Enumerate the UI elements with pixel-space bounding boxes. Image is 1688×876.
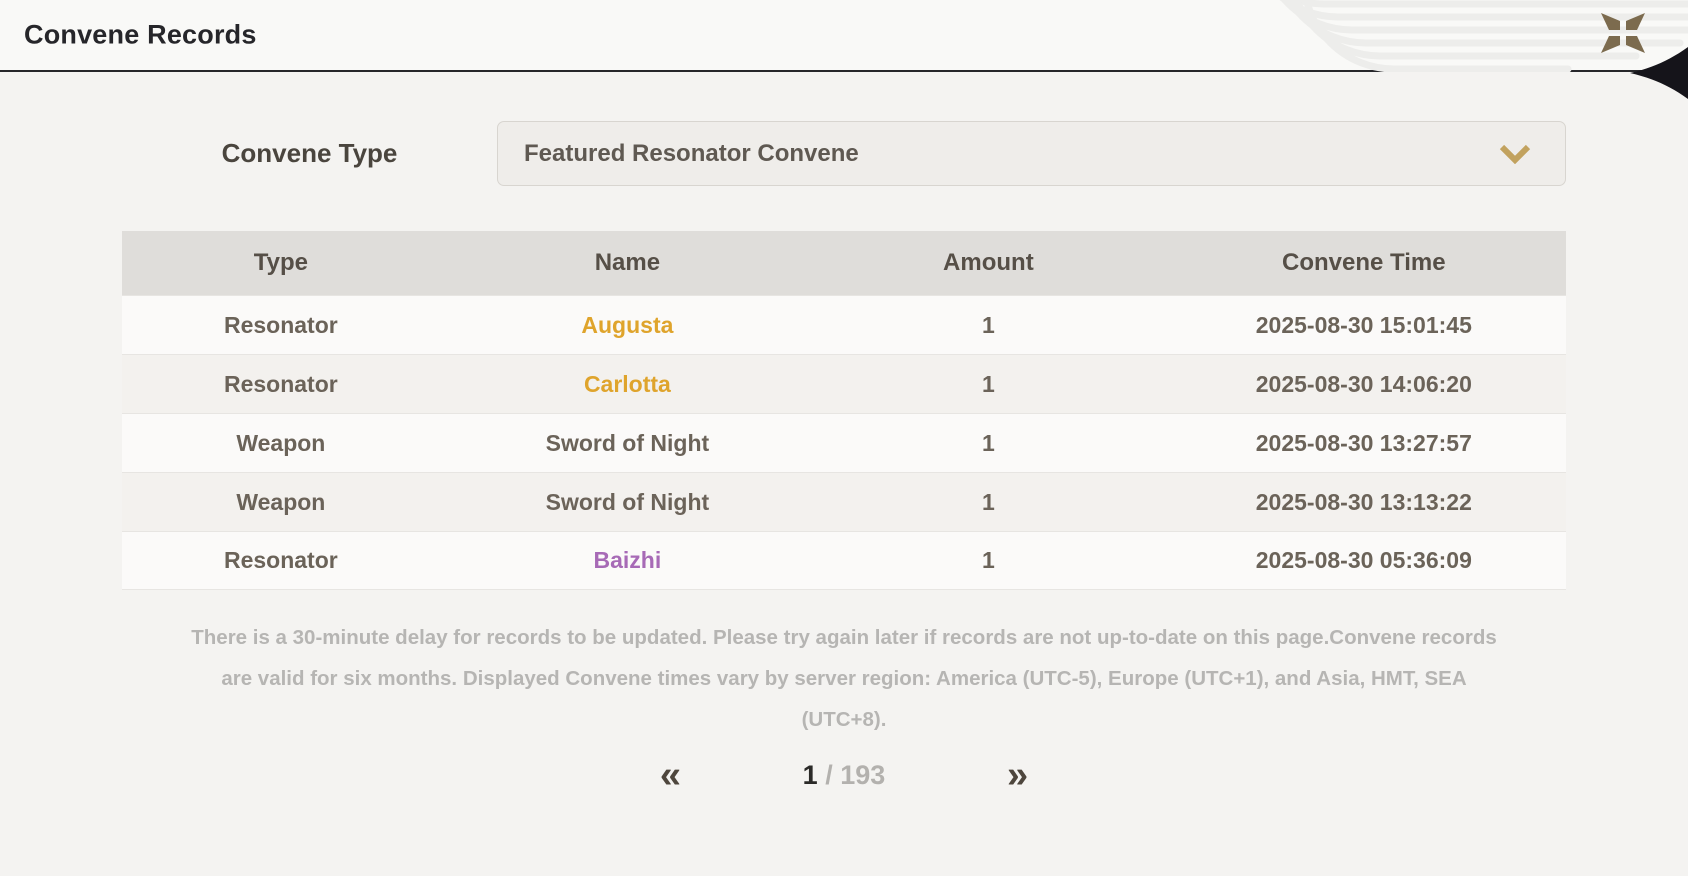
cell-amount: 1 xyxy=(981,311,995,338)
column-header-name: Name xyxy=(594,249,661,276)
close-button[interactable] xyxy=(1598,10,1648,56)
table-header-row xyxy=(122,231,1566,295)
cell-type: Resonator xyxy=(223,311,338,338)
cell-convene-time: 2025-08-30 13:13:22 xyxy=(1255,488,1472,515)
cell-name: Sword of Night xyxy=(545,429,710,456)
cell-type: Resonator xyxy=(223,547,338,573)
cell-amount: 1 xyxy=(981,488,995,515)
convene-type-select[interactable] xyxy=(497,121,1566,186)
cell-name: Carlotta xyxy=(583,370,671,397)
cell-amount: 1 xyxy=(981,370,995,397)
cell-name: Augusta xyxy=(581,311,674,338)
cell-name: Sword of Night xyxy=(545,488,710,515)
cell-convene-time: 2025-08-30 05:36:09 xyxy=(1255,547,1472,573)
pagination xyxy=(122,756,1566,794)
table-row xyxy=(122,531,1566,590)
column-header-type: Type xyxy=(253,249,308,276)
cell-type: Weapon xyxy=(236,488,326,515)
total-pages: 193 xyxy=(840,759,886,790)
modal-header xyxy=(0,0,1688,72)
next-page-button[interactable]: » xyxy=(1003,756,1032,794)
cell-amount: 1 xyxy=(981,429,995,456)
page-separator: / xyxy=(825,759,833,790)
records-table xyxy=(122,231,1566,590)
chevron-down-icon xyxy=(1499,144,1531,164)
column-header-amount: Amount xyxy=(943,249,1034,276)
cell-type: Weapon xyxy=(236,429,326,456)
page-title: Convene Records xyxy=(24,19,257,50)
cell-type: Resonator xyxy=(223,370,338,397)
convene-type-value: Featured Resonator Convene xyxy=(524,139,859,167)
cell-convene-time: 2025-08-30 14:06:20 xyxy=(1255,370,1472,397)
table-row xyxy=(122,472,1566,531)
filter-row xyxy=(122,121,1566,186)
prev-page-button[interactable]: « xyxy=(656,756,685,794)
table-row xyxy=(122,413,1566,472)
modal-body xyxy=(0,72,1688,794)
cell-amount: 1 xyxy=(981,547,995,573)
page-indicator xyxy=(789,760,899,791)
cell-name: Baizhi xyxy=(593,547,662,573)
table-body xyxy=(122,295,1566,590)
cell-convene-time: 2025-08-30 13:27:57 xyxy=(1255,429,1472,456)
table-row xyxy=(122,295,1566,354)
records-note: There is a 30-minute delay for records to be updated. Please try again later if records are not up-to-date on this page.Convene records are valid for six months. Displayed Convene times vary by server region: America (UTC-5), Europe (UTC+1), and Asia, HMT, SEA (UTC+8). xyxy=(191,626,1497,731)
current-page: 1 xyxy=(802,759,818,790)
cell-convene-time: 2025-08-30 15:01:45 xyxy=(1255,311,1472,338)
close-icon xyxy=(1600,12,1646,54)
column-header-time: Convene Time xyxy=(1282,249,1446,276)
convene-type-label: Convene Type xyxy=(221,138,398,168)
table-row xyxy=(122,354,1566,413)
